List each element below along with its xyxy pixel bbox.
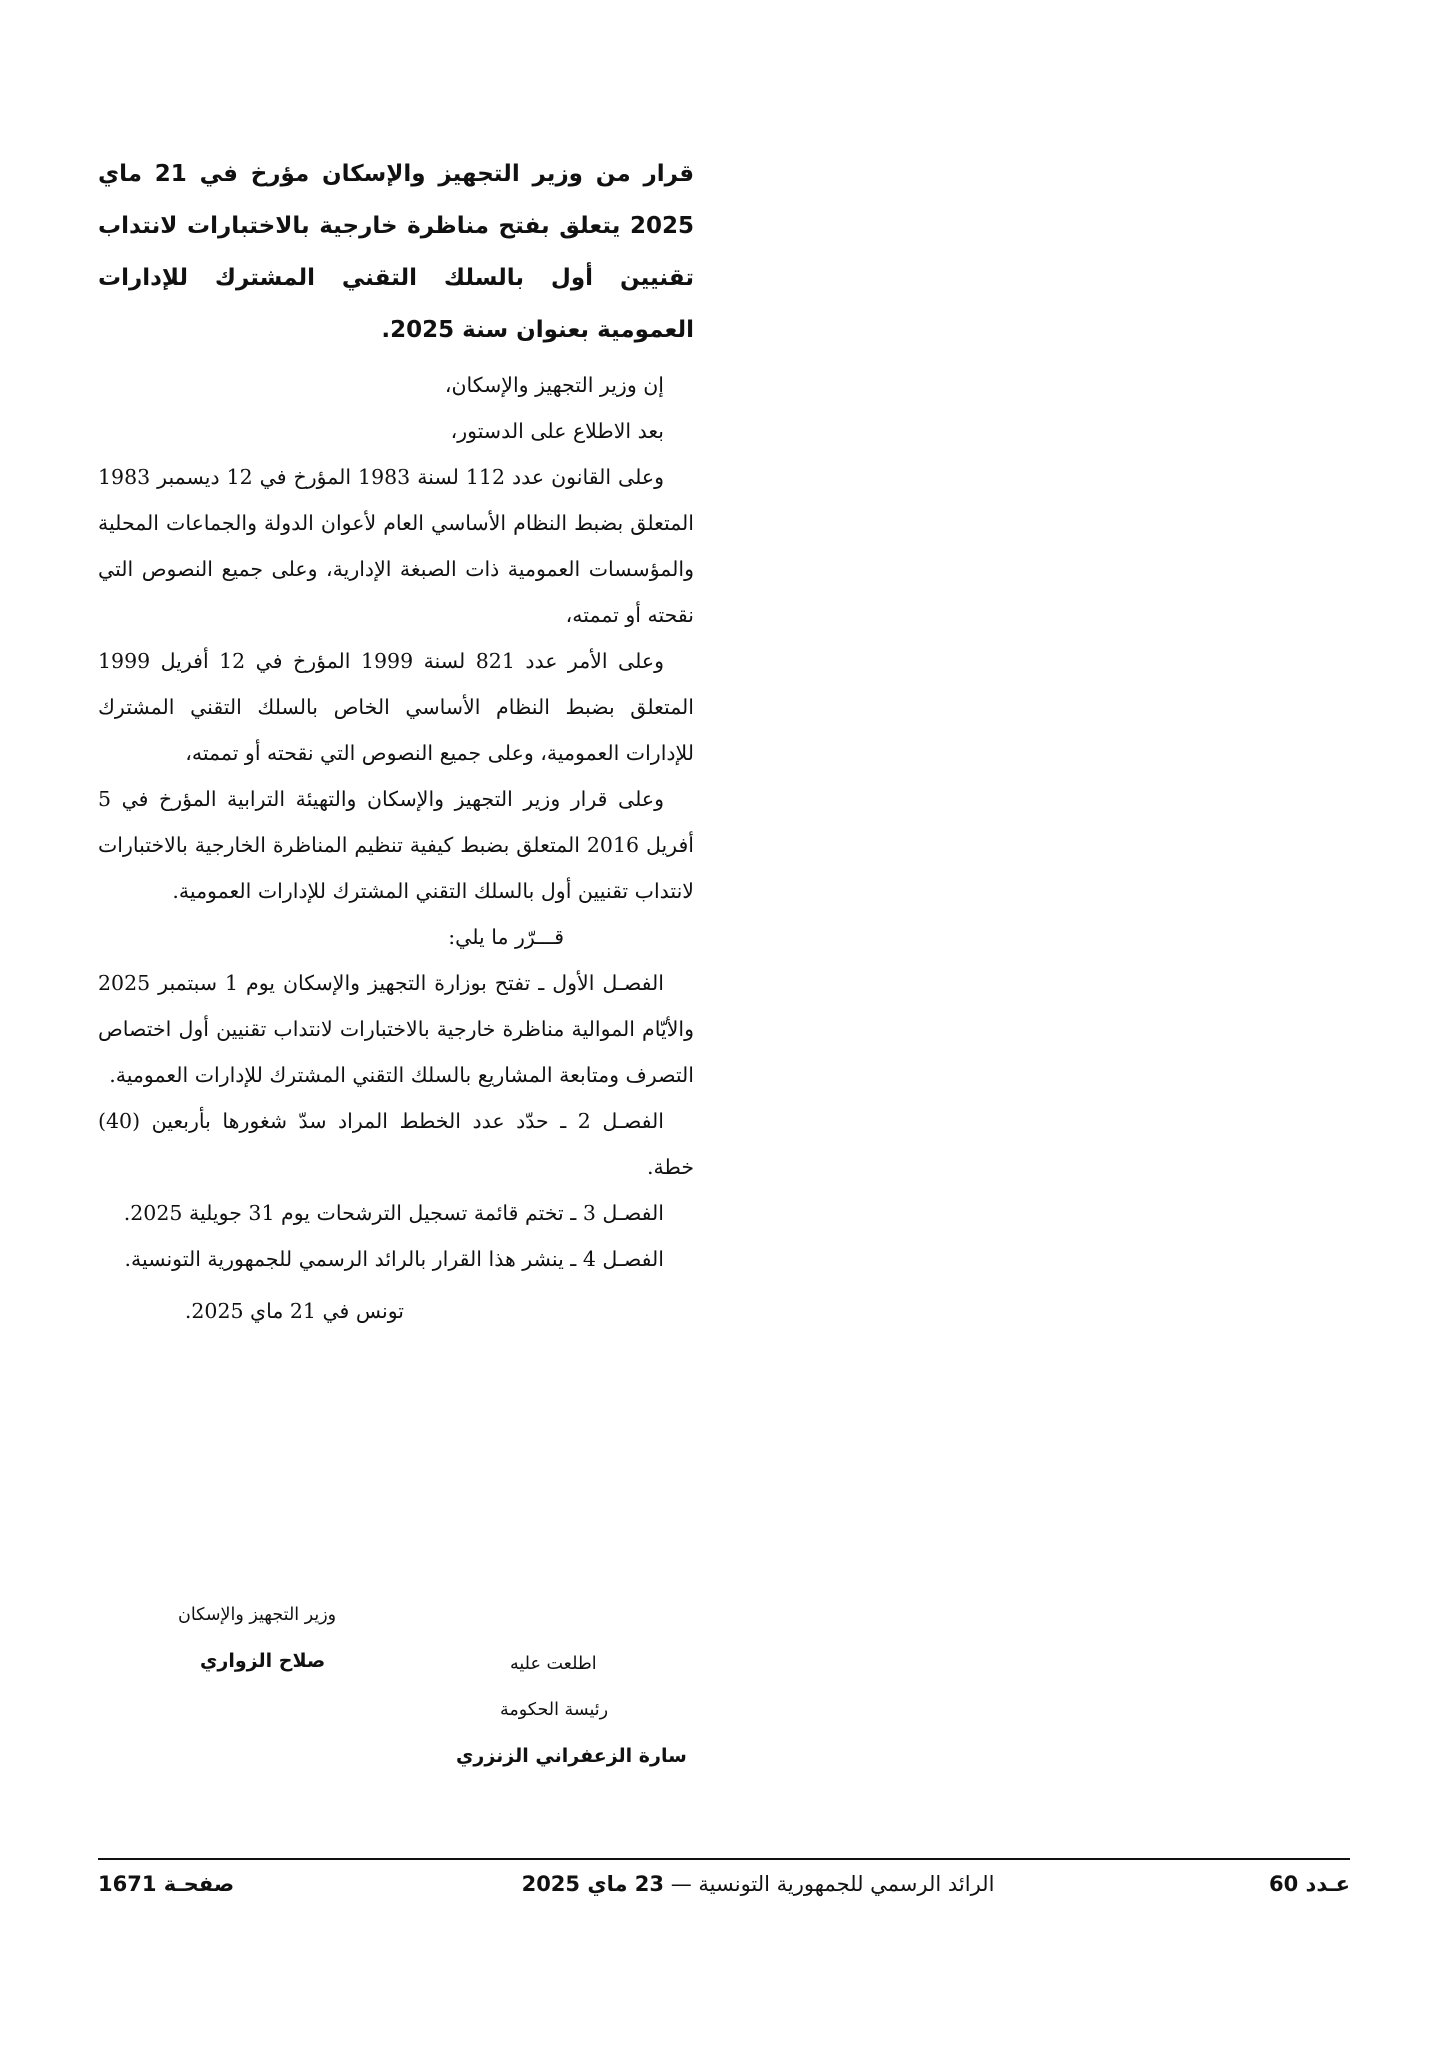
page-number: صفحـة 1671 <box>98 1872 235 1896</box>
journal-title <box>478 1872 1038 1896</box>
pm-name: سارة الزعفراني الزنزري <box>456 1745 687 1767</box>
journal-name: الرائد الرسمي للجمهورية التونسية — <box>670 1872 995 1896</box>
preamble-decision-2016: وعلى قرار وزير التجهيز والإسكان والتهيئة الترابية المؤرخ في 5 أفريل 2016 المتعلق بضبط كيفية تنظيم المناظرة الخارجية بالاختبارات لانتداب تقنيين أول بالسلك التقني المشترك للإدارات العمومية. <box>98 787 694 903</box>
preamble-constitution: بعد الاطلاع على الدستور، <box>450 419 664 443</box>
footer-divider <box>98 1858 1350 1860</box>
decree-title: قرار من وزير التجهيز والإسكان مؤرخ في 21 ماي 2025 يتعلق بفتح مناظرة خارجية بالاختبارات لانتداب تقنيين أول بالسلك التقني المشترك للإدارات العمومية بعنوان سنة 2025. <box>98 161 695 343</box>
article-2: الفصـل 2 ـ حدّد عدد الخطط المراد سدّ شغورها بأربعين (40) خطة. <box>98 1109 694 1179</box>
minister-title: وزير التجهيز والإسكان <box>178 1605 337 1625</box>
journal-date: 23 ماي 2025 <box>521 1872 665 1896</box>
preamble-minister: إن وزير التجهيز والإسكان، <box>444 373 664 397</box>
article-4: الفصـل 4 ـ ينشر هذا القرار بالرائد الرسمي للجمهورية التونسية. <box>124 1247 664 1271</box>
issue-number: عـدد 60 <box>1269 1872 1350 1896</box>
article-3: الفصـل 3 ـ تختم قائمة تسجيل الترشحات يوم 31 جويلية 2025. <box>123 1201 664 1225</box>
preamble-order-1999: وعلى الأمر عدد 821 لسنة 1999 المؤرخ في 12 أفريل 1999 المتعلق بضبط النظام الأساسي الخاص بالسلك التقني المشترك للإدارات العمومية، وعلى جميع النصوص التي نقحته أو تممته، <box>98 649 694 765</box>
article-1: الفصـل الأول ـ تفتح بوزارة التجهيز والإسكان يوم 1 سبتمبر 2025 والأيّام الموالية مناظرة خارجية بالاختبارات لانتداب تقنيين أول اختصاص التصرف ومتابعة المشاريع بالسلك التقني المشترك للإدارات العمومية. <box>98 971 694 1087</box>
preamble-law-1983: وعلى القانون عدد 112 لسنة 1983 المؤرخ في 12 ديسمبر 1983 المتعلق بضبط النظام الأساسي العام لأعوان الدولة والجماعات المحلية والمؤسسات العمومية ذات الصبغة الإدارية، وعلى جميع النصوص التي نقحته أو تممته، <box>98 465 694 627</box>
minister-name: صلاح الزواري <box>200 1650 326 1672</box>
place-date: تونس في 21 ماي 2025. <box>184 1299 404 1323</box>
pm-title: رئيسة الحكومة <box>500 1700 609 1720</box>
decides-heading: قـــرّر ما يلي: <box>448 925 564 949</box>
decree-column <box>98 148 694 1334</box>
page-footer <box>98 1872 1350 1908</box>
seen-label: اطلعت عليه <box>510 1654 597 1674</box>
